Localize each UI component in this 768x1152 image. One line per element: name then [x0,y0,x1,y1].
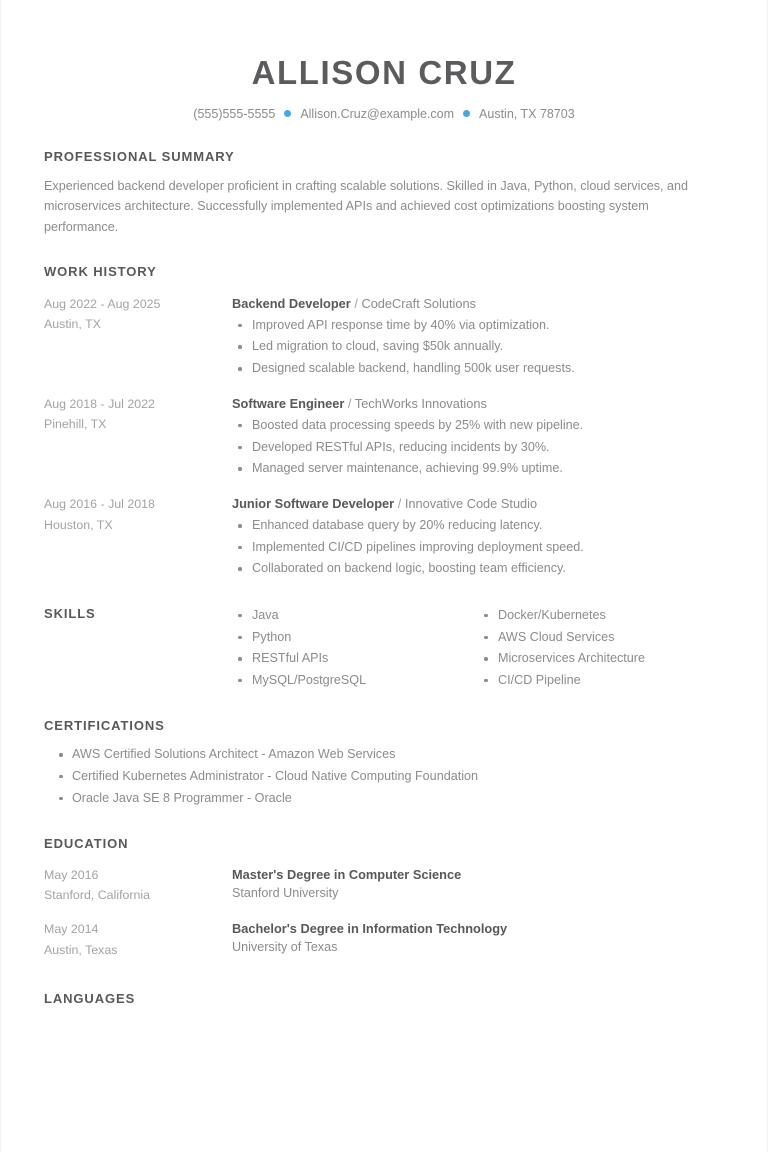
skill-item: Java [232,605,478,627]
work-entry-separator: / [344,395,355,411]
work-entry-role: Junior Software Developer [232,495,395,511]
certification-item: Certified Kubernetes Administrator - Cloud Native Computing Foundation [44,766,724,788]
location-text: Austin, TX 78703 [479,106,575,121]
work-entry-dates: Aug 2022 - Aug 2025 [44,296,161,311]
work-entry-company: Innovative Code Studio [404,495,538,511]
section-professional-summary [44,149,724,237]
work-entry-bullet: Improved API response time by 40% via optimization. [232,315,724,337]
email-address: Allison.Cruz@example.com [300,106,455,121]
work-entry-bullet: Collaborated on backend logic, boosting team efficiency. [232,558,724,580]
section-title-education: EDUCATION [44,836,129,852]
skills-column-2 [478,605,645,692]
dot-separator-icon [284,110,291,117]
certification-item: Oracle Java SE 8 Programmer - Oracle [44,788,724,810]
education-degree: Master's Degree in Computer Science [232,866,462,882]
skill-item: CI/CD Pipeline [478,670,645,692]
education-entry-location: Austin, Texas [44,942,118,957]
phone-number: (555)555-5555 [193,106,276,121]
work-entry-role: Backend Developer [232,295,351,311]
work-entry-location: Houston, TX [44,517,113,532]
section-certifications [44,718,724,810]
work-entry-bullet: Boosted data processing speeds by 25% with new pipeline. [232,415,724,437]
certification-list [44,744,724,809]
certification-item: AWS Certified Solutions Architect - Amazon Web Services [44,744,724,766]
work-entry-bullet: Developed RESTful APIs, reducing incidents by 30%. [232,437,724,459]
resume-header [44,0,724,120]
education-entry-meta [44,865,232,906]
education-entry-date: May 2014 [44,922,99,937]
education-entry-list [44,865,724,961]
work-entry-bullet: Enhanced database query by 20% reducing latency. [232,515,724,537]
education-degree: Bachelor's Degree in Information Technology [232,921,508,937]
work-entry-bullet: Managed server maintenance, achieving 99.9% uptime. [232,458,724,480]
work-entry-bullet: Implemented CI/CD pipelines improving deployment speed. [232,537,724,559]
skill-item: Python [232,627,478,649]
work-entry-body [232,394,724,480]
summary-text: Experienced backend developer proficient in crafting scalable solutions. Skilled in Java, Python, cloud services, and microservices architecture. Successfully implemented APIs and achieved cost optimizations boosting system performance. [44,178,689,234]
work-entry-body [232,294,724,380]
education-entry-location: Stanford, California [44,888,151,903]
work-entry-dates: Aug 2018 - Jul 2022 [44,396,155,411]
education-entry-date: May 2016 [44,867,99,882]
work-entry-heading [232,494,724,513]
work-entry-heading [232,294,724,313]
education-entry [44,865,724,906]
work-entry-meta [44,294,232,380]
work-entry [44,394,724,480]
section-title-languages: LANGUAGES [44,990,136,1006]
work-entry [44,494,724,580]
skill-list-2 [478,605,645,692]
work-entry-bullet: Led migration to cloud, saving $50k annually. [232,336,724,358]
skill-list-1 [232,605,478,692]
education-entry-body [232,865,724,906]
work-entry-role: Software Engineer [232,395,345,411]
candidate-name: ALLISON CRUZ [251,54,517,91]
education-entry-meta [44,919,232,960]
skill-item: Docker/Kubernetes [478,605,645,627]
section-title-work-history: WORK HISTORY [44,263,157,279]
work-entry-company: CodeCraft Solutions [361,295,476,311]
work-entry-meta [44,394,232,480]
work-entry-meta [44,494,232,580]
skills-column-1 [232,605,478,692]
work-entry-dates: Aug 2016 - Jul 2018 [44,496,155,511]
work-entry-company: TechWorks Innovations [354,395,487,411]
skill-item: MySQL/PostgreSQL [232,670,478,692]
section-work-history [44,264,724,580]
section-title-certifications: CERTIFICATIONS [44,717,165,733]
education-school: University of Texas [232,940,338,955]
work-entry-bullets [232,515,724,580]
skill-item: AWS Cloud Services [478,627,645,649]
work-entry-location: Austin, TX [44,317,101,332]
section-education [44,836,724,960]
section-skills [44,605,724,692]
contact-line [44,108,724,121]
section-title-summary: PROFESSIONAL SUMMARY [44,149,235,165]
skills-columns [232,605,724,692]
skill-item: Microservices Architecture [478,648,645,670]
work-entry-bullets [232,315,724,380]
work-entry-list [44,294,724,580]
work-entry-heading [232,394,724,413]
work-entry-separator: / [350,295,362,311]
education-entry-body [232,919,724,960]
dot-separator-icon [463,110,470,117]
skills-title-cell [44,605,232,692]
skill-item: RESTful APIs [232,648,478,670]
work-entry [44,294,724,380]
work-entry-body [232,494,724,580]
education-school: Stanford University [232,885,339,900]
work-entry-separator: / [394,495,405,511]
section-languages [44,991,724,1007]
section-title-skills: SKILLS [44,605,96,621]
work-entry-bullet: Designed scalable backend, handling 500k user requests. [232,358,724,380]
work-entry-location: Pinehill, TX [44,417,107,432]
education-entry [44,919,724,960]
work-entry-bullets [232,415,724,480]
